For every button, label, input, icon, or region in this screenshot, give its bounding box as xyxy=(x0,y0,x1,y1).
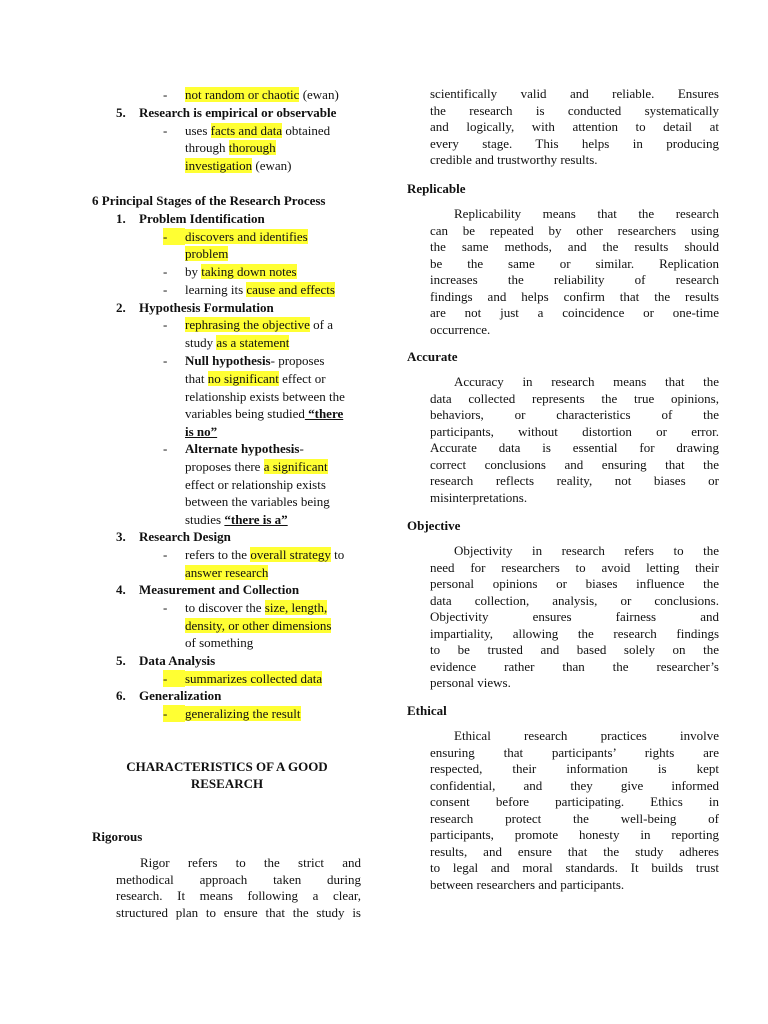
bullet-discover-line1 xyxy=(185,599,327,616)
paragraph-line: findings and helps confirm that the results xyxy=(430,288,719,304)
highlight: no significant xyxy=(207,371,279,386)
paragraph-line: data collection, analysis, or conclusions. xyxy=(430,592,719,608)
bullet-text: study xyxy=(185,335,217,350)
bullet-summarizes xyxy=(185,670,322,687)
bullet-dash: - xyxy=(163,87,168,102)
bullet-dash: - xyxy=(163,353,168,368)
alt-hypothesis-line1 xyxy=(185,440,304,457)
paragraph-line: credible and trustworthy results. xyxy=(430,152,598,167)
paragraph-line: Rigor refers to the strict and xyxy=(140,855,361,870)
characteristics-heading-line2: RESEARCH xyxy=(190,776,264,791)
rigorous-continued-paragraph xyxy=(430,86,719,169)
term-alternate-hypothesis: Alternate hypothesis xyxy=(185,441,300,456)
paragraph-line: the research is conducted systematically xyxy=(430,102,719,118)
bullet-text: obtained xyxy=(282,123,331,138)
stage-title-problem-identification: Problem Identification xyxy=(139,211,265,226)
stage-title-generalization: Generalization xyxy=(139,688,222,703)
item-title-empirical: Research is empirical or observable xyxy=(139,105,337,120)
objective-paragraph xyxy=(430,543,719,692)
paragraph-line: to legal and moral standards. It builds trust xyxy=(430,860,719,875)
stage-number: 5. xyxy=(116,653,126,668)
bullet-text: through xyxy=(185,140,229,155)
bullet-text: proposes there xyxy=(185,459,264,474)
paragraph-line: to be trusted and based solely on the xyxy=(430,642,719,657)
bullet-text: uses xyxy=(185,123,211,138)
alt-hypothesis-line3: effect or relationship exists xyxy=(185,477,326,492)
paragraph-line: occurrence. xyxy=(430,321,491,337)
paragraph-line: every stage. This helps in producing xyxy=(430,135,719,151)
bullet-text: studies xyxy=(185,512,225,527)
bullet-rephrasing-line2 xyxy=(185,334,289,351)
stage-number: 6. xyxy=(116,688,126,703)
section-title-replicable: Replicable xyxy=(407,181,466,196)
bullet-problem xyxy=(185,245,228,262)
highlight: discovers and identifies xyxy=(185,229,308,244)
section-title-ethical: Ethical xyxy=(407,703,447,718)
bullet-text: that xyxy=(185,371,208,386)
null-hypothesis-line4 xyxy=(185,405,343,422)
paragraph-line: Accurate data is essential for drawing xyxy=(430,440,719,455)
stage-title-hypothesis: Hypothesis Formulation xyxy=(139,300,274,315)
bullet-text: refers to the xyxy=(185,547,251,562)
paragraph-line: evidence rather than the researcher’s xyxy=(430,658,719,674)
paragraph-line: Accuracy in research means that the xyxy=(454,374,719,389)
paragraph-line: consent before participating. Ethics in xyxy=(430,794,719,809)
paragraph-line: personal opinions or biases influence the xyxy=(430,576,719,591)
paragraph-line: misinterpretations. xyxy=(430,489,528,505)
bullet-dash: - xyxy=(163,317,168,332)
null-hypothesis-line5 xyxy=(185,423,217,440)
section-title-rigorous: Rigorous xyxy=(92,829,143,844)
bullet-overall-line2 xyxy=(185,564,268,581)
bullet-not-random xyxy=(185,86,339,103)
highlight: density, or other dimensions xyxy=(185,618,332,633)
paragraph-line: Objectivity in research refers to the xyxy=(454,543,719,558)
alt-hypothesis-line2 xyxy=(185,458,328,475)
highlight: investigation xyxy=(185,158,253,173)
bullet-dash: - xyxy=(163,705,185,722)
bullet-text: - proposes xyxy=(270,353,325,368)
alt-hypothesis-line4: between the variables being xyxy=(185,494,330,509)
highlight: thorough xyxy=(228,140,276,155)
bullet-text: to discover the xyxy=(185,600,265,615)
paragraph-line: research protect the well-being of xyxy=(430,810,719,826)
bullet-text: effect or xyxy=(278,371,326,386)
stage-number: 1. xyxy=(116,211,126,226)
bullet-facts-line2 xyxy=(185,139,276,156)
highlight: a significant xyxy=(263,459,328,474)
paragraph-line: be the same or similar. Replication xyxy=(430,255,719,271)
bullet-text: (ewan) xyxy=(252,158,292,173)
highlight: not random or chaotic xyxy=(185,87,300,102)
bullet-facts-line1 xyxy=(185,122,330,139)
replicable-paragraph xyxy=(430,206,719,338)
null-hypothesis-line2 xyxy=(185,370,326,387)
stage-title-research-design: Research Design xyxy=(139,529,231,544)
stage-title-measurement: Measurement and Collection xyxy=(139,582,300,597)
paragraph-line: Ethical research practices involve xyxy=(454,728,719,743)
bullet-dash: - xyxy=(163,600,168,615)
highlight: overall strategy xyxy=(250,547,331,562)
ethical-paragraph xyxy=(430,728,719,893)
bullet-overall-line1 xyxy=(185,546,344,563)
bullet-dash: - xyxy=(163,670,185,687)
paragraph-line: scientifically valid and reliable. Ensures xyxy=(430,86,719,101)
highlight: rephrasing the objective xyxy=(185,317,310,332)
paragraph-line: research. It means following a clear, xyxy=(116,888,361,903)
rigorous-paragraph xyxy=(116,855,361,921)
bullet-text: - xyxy=(299,441,304,456)
bullet-dash: - xyxy=(163,441,168,456)
bullet-dash: - xyxy=(163,547,168,562)
quote-there-is-a: “there is a” xyxy=(224,512,288,527)
paragraph-line: between researchers and participants. xyxy=(430,876,625,892)
bullet-dash: - xyxy=(163,282,168,297)
paragraph-line: personal views. xyxy=(430,675,511,690)
paragraph-line: impartiality, allowing the research findings xyxy=(430,625,719,641)
paragraph-line: behaviors, or characteristics of the xyxy=(430,407,719,422)
highlight: generalizing the result xyxy=(185,706,301,721)
accurate-paragraph xyxy=(430,374,719,506)
paragraph-line: Replicability means that the research xyxy=(454,206,719,221)
stage-number: 4. xyxy=(116,582,126,597)
paragraph-line: confidential, and they give informed xyxy=(430,777,719,793)
stage-title-data-analysis: Data Analysis xyxy=(139,653,216,668)
bullet-text: learning its xyxy=(185,282,247,297)
bullet-text: of a xyxy=(309,317,334,332)
bullet-dash: - xyxy=(163,123,168,138)
paragraph-line: can be repeated by other researchers using xyxy=(430,222,719,238)
bullet-discover-line3: of something xyxy=(185,635,254,650)
quote-there-is-no: is no” xyxy=(185,424,218,439)
highlight: size, length, xyxy=(264,600,328,615)
paragraph-line: correct conclusions and ensuring that the xyxy=(430,456,719,472)
paragraph-line: participants, promote honesty in reporting xyxy=(430,827,719,842)
bullet-generalizing xyxy=(185,705,301,722)
null-hypothesis-line1 xyxy=(185,352,324,369)
paragraph-line: structured plan to ensure that the study is xyxy=(116,904,361,920)
alt-hypothesis-line5 xyxy=(185,511,288,528)
stage-number: 2. xyxy=(116,300,126,315)
section-title-objective: Objective xyxy=(407,518,461,533)
paragraph-line: Objectivity ensures fairness and xyxy=(430,609,719,624)
paragraph-line: results, and ensure that the study adheres xyxy=(430,843,719,859)
highlight: answer research xyxy=(185,565,269,580)
paragraph-line: need for researchers to avoid letting their xyxy=(430,559,719,575)
stage-number: 3. xyxy=(116,529,126,544)
bullet-facts-line3 xyxy=(185,157,292,174)
highlight: facts and data xyxy=(210,123,283,138)
bullet-dash: - xyxy=(163,264,168,279)
bullet-notes xyxy=(185,263,297,280)
paragraph-line: and logically, with attention to detail at xyxy=(430,119,719,134)
paragraph-line: are not just a coincidence or one-time xyxy=(430,305,719,320)
item-number: 5. xyxy=(116,105,126,120)
stages-heading: 6 Principal Stages of the Research Process xyxy=(92,193,326,208)
paragraph-line: respected, their information is kept xyxy=(430,761,719,776)
bullet-cause xyxy=(185,281,335,298)
highlight: taking down notes xyxy=(201,264,297,279)
highlight: cause and effects xyxy=(246,282,335,297)
highlight: problem xyxy=(185,246,229,261)
paragraph-line: research reflects reality, not biases or xyxy=(430,473,719,488)
paragraph-line: participants, without distortion or error. xyxy=(430,423,719,439)
characteristics-heading-line1: CHARACTERISTICS OF A GOOD xyxy=(126,759,328,774)
bullet-text: (ewan) xyxy=(299,87,339,102)
bullet-text: to xyxy=(330,547,345,562)
paragraph-line: increases the reliability of research xyxy=(430,272,719,287)
term-null-hypothesis: Null hypothesis xyxy=(185,353,271,368)
bullet-discover-line2 xyxy=(185,617,331,634)
quote-there-is-no: “there xyxy=(304,406,344,421)
bullet-discovers xyxy=(185,228,308,245)
paragraph-line: data collected represents the true opinions, xyxy=(430,390,719,406)
highlight: as a statement xyxy=(216,335,290,350)
section-title-accurate: Accurate xyxy=(407,349,458,364)
bullet-text: by xyxy=(185,264,202,279)
bullet-dash: - xyxy=(163,228,185,245)
null-hypothesis-line3: relationship exists between the xyxy=(185,389,345,404)
paragraph-line: the same methods, and the results should xyxy=(430,239,719,254)
highlight: summarizes collected data xyxy=(185,671,323,686)
bullet-rephrasing-line1 xyxy=(185,316,333,333)
paragraph-line: methodical approach taken during xyxy=(116,871,361,887)
bullet-text: variables being studied xyxy=(185,406,305,421)
paragraph-line: ensuring that participants’ rights are xyxy=(430,744,719,760)
